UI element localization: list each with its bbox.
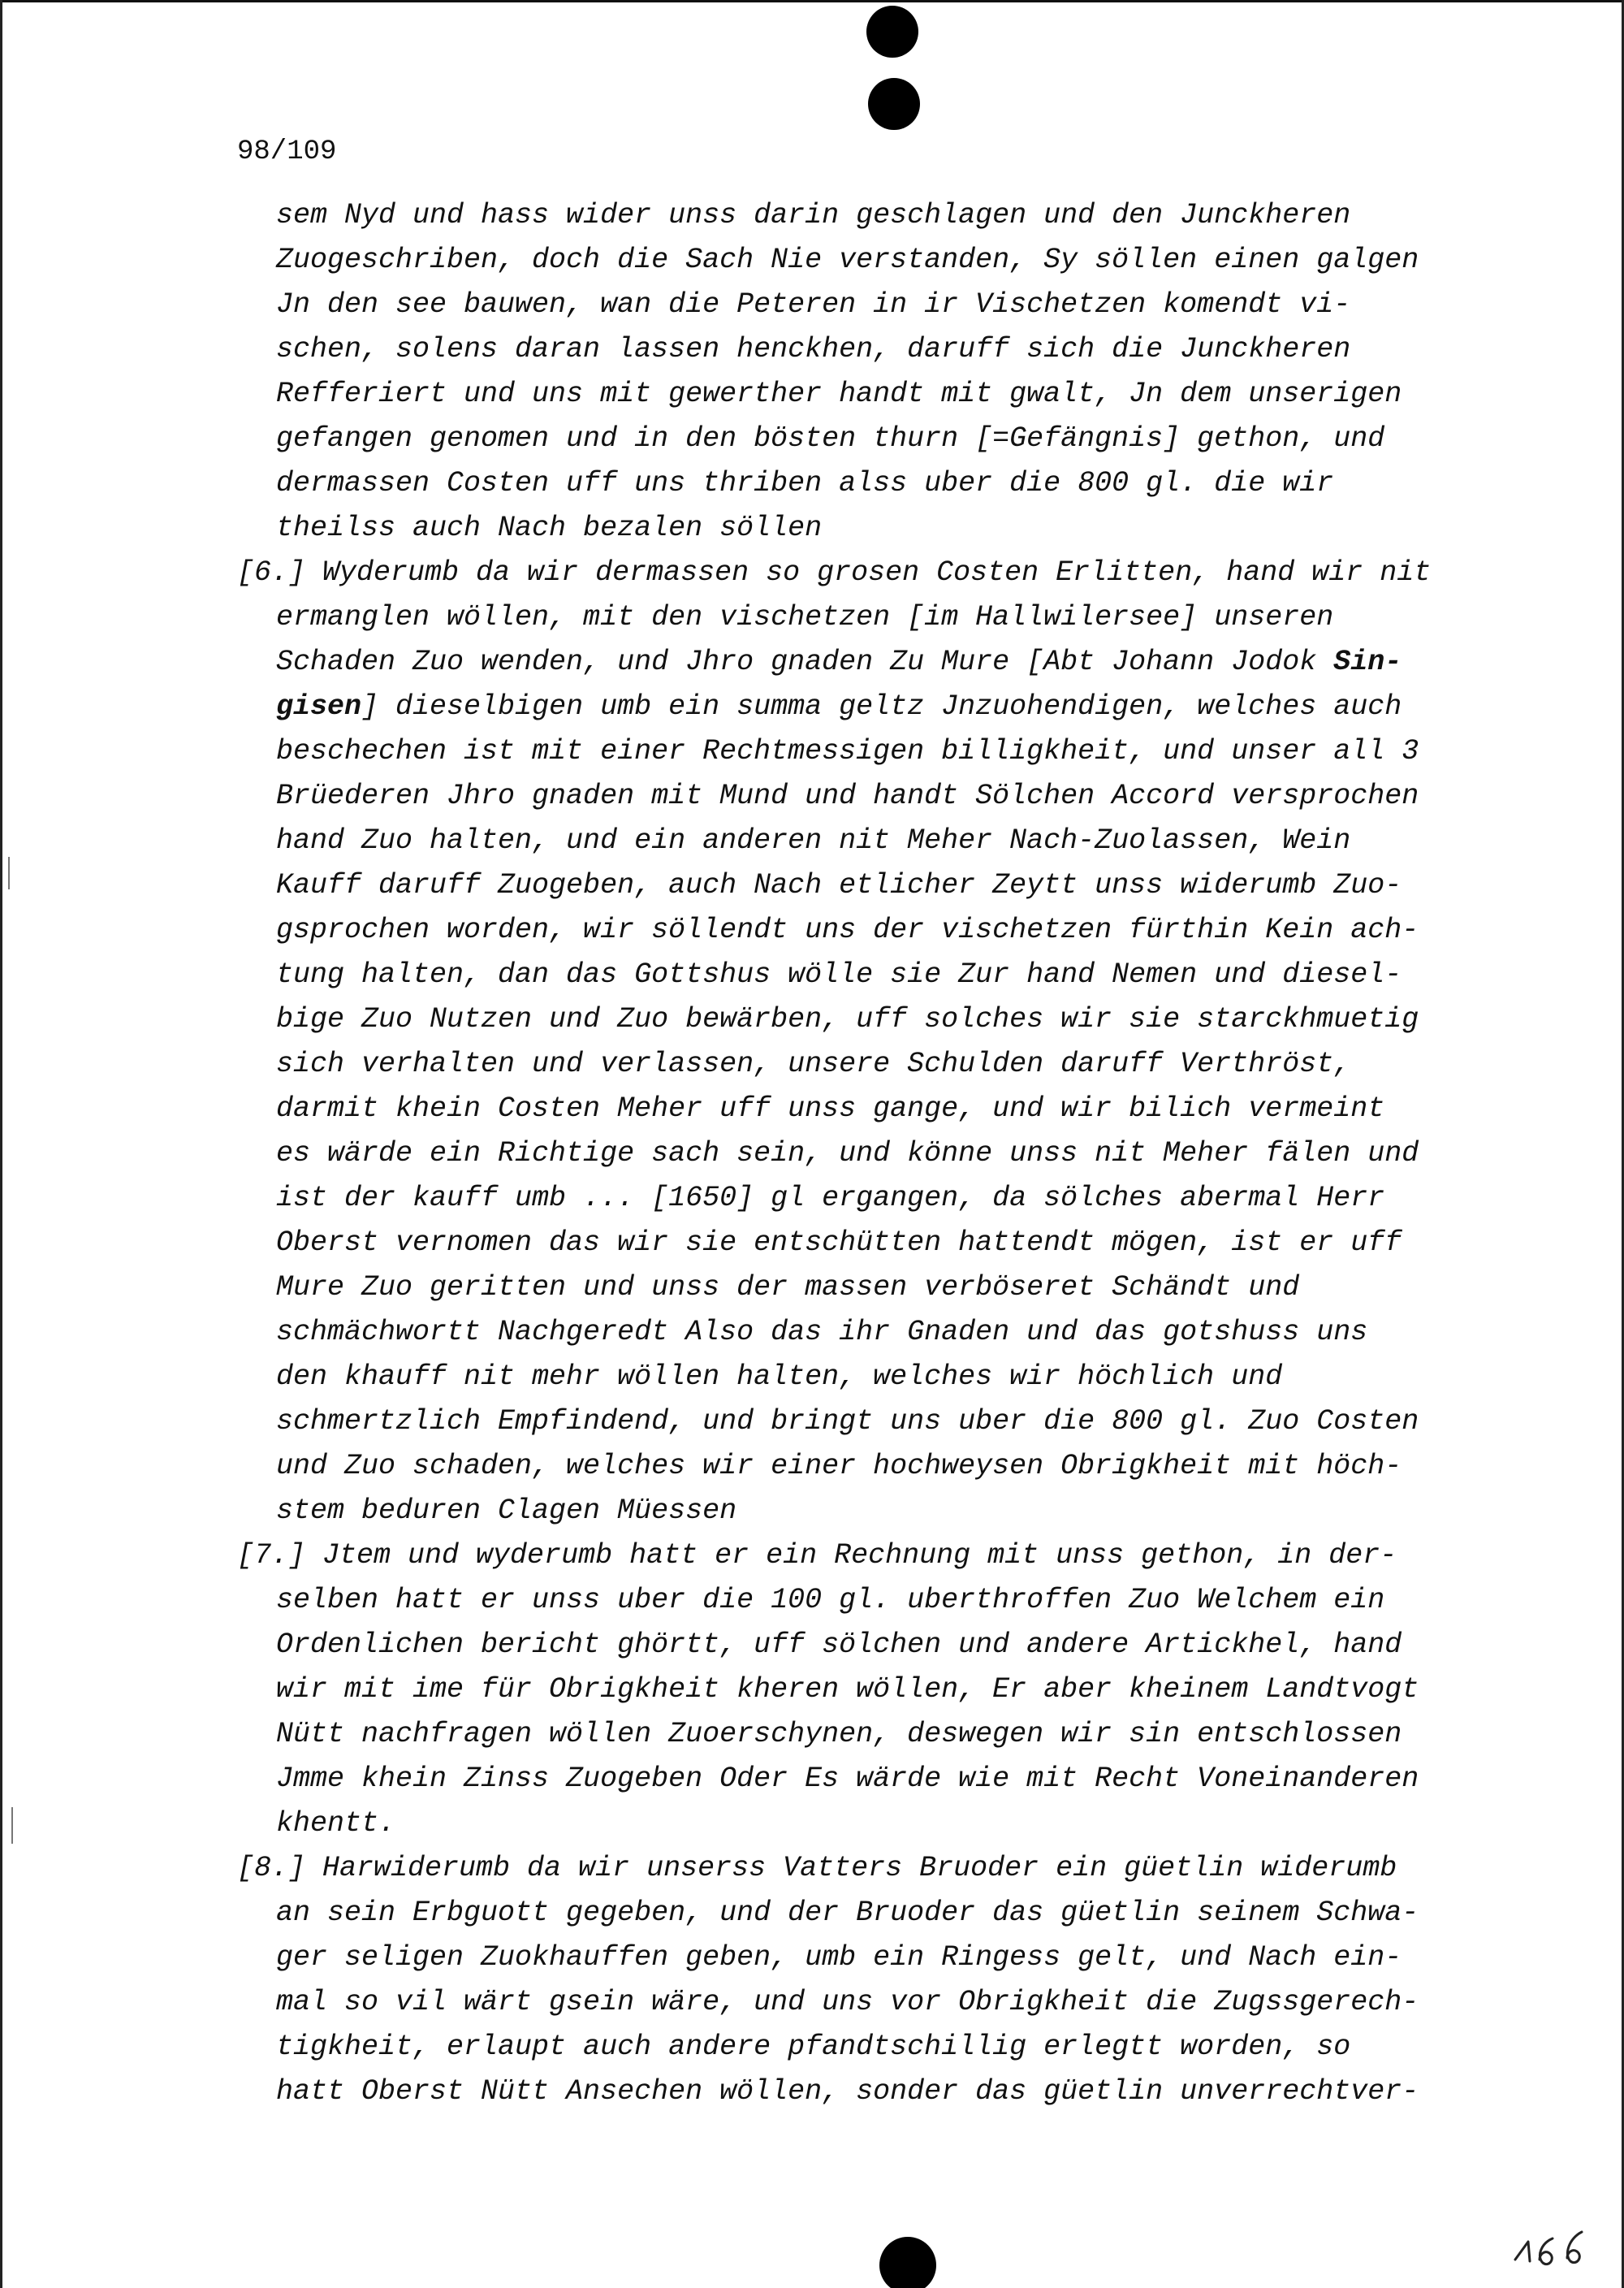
text-line: ermanglen wöllen, mit den vischetzen [im Hallwilersee] unseren xyxy=(276,601,1334,634)
scan-margin-mark xyxy=(8,857,10,889)
text-line: Zuogeschriben, doch die Sach Nie verstanden, Sy söllen einen galgen xyxy=(276,244,1419,276)
text-line: schmächwortt Nachgeredt Also das ihr Gnaden und das gotshuss uns xyxy=(276,1316,1368,1348)
text-line: Mure Zuo geritten und unss der massen verböseret Schändt und xyxy=(276,1271,1300,1304)
text-line: Refferiert und uns mit gewerther handt mit gwalt, Jn dem unserigen xyxy=(276,378,1402,410)
text-segment: ] dieselbigen umb ein summa geltz Jnzuohendigen, welches auch xyxy=(361,690,1402,723)
text-line: Nütt nachfragen wöllen Zuoerschynen, deswegen wir sin entschlossen xyxy=(276,1718,1402,1750)
text-line: Jn den see bauwen, wan die Peteren in ir Vischetzen komendt vi- xyxy=(276,288,1351,321)
text-line: theilss auch Nach bezalen söllen xyxy=(276,512,823,544)
text-line: tung halten, dan das Gottshus wölle sie Zur hand Nemen und diesel- xyxy=(276,958,1402,991)
text-line: Jmme khein Zinss Zuogeben Oder Es wärde wie mit Recht Voneinanderen xyxy=(276,1762,1419,1795)
text-line: schmertzlich Empfindend, und bringt uns uber die 800 gl. Zuo Costen xyxy=(276,1405,1419,1438)
text-segment: Schaden Zuo wenden, und Jhro gnaden Zu Mure [Abt Johann Jodok xyxy=(276,646,1334,678)
text-line: Kauff daruff Zuogeben, auch Nach etlicher Zeytt unss widerumb Zuo- xyxy=(276,869,1402,902)
text-line-with-bold xyxy=(237,640,1479,685)
bold-name-part: gisen xyxy=(276,690,362,723)
text-line: khentt. xyxy=(276,1807,396,1840)
bold-name-part: Sin- xyxy=(1333,646,1402,678)
text-line: gefangen genomen und in den bösten thurn [=Gefängnis] gethon, und xyxy=(276,422,1385,455)
document-body xyxy=(237,193,1479,2114)
text-line: bige Zuo Nutzen und Zuo bewärben, uff solches wir sie starckhmuetig xyxy=(276,1003,1419,1036)
text-line: hatt Oberst Nütt Ansechen wöllen, sonder das güetlin unverrechtver- xyxy=(276,2075,1419,2108)
text-line: dermassen Costen uff uns thriben alss uber die 800 gl. die wir xyxy=(276,467,1334,500)
paragraph-6-start: [6.] Wyderumb da wir dermassen so grosen Costen Erlitten, hand wir nit xyxy=(237,556,1432,589)
text-line: tigkheit, erlaupt auch andere pfandtschillig erlegtt worden, so xyxy=(276,2031,1351,2063)
text-line: gsprochen worden, wir söllendt uns der vischetzen fürthin Kein ach- xyxy=(276,914,1419,946)
text-line: Brüederen Jhro gnaden mit Mund und handt Sölchen Accord versprochen xyxy=(276,780,1419,812)
handwritten-folio-number xyxy=(1509,2224,1598,2273)
paragraph-8-start: [8.] Harwiderumb da wir unserss Vatters Bruoder ein güetlin widerumb xyxy=(237,1852,1397,1884)
text-line: den khauff nit mehr wöllen halten, welches wir höchlich und xyxy=(276,1360,1283,1393)
scan-border-top xyxy=(0,0,1624,2)
scan-margin-mark-lower xyxy=(11,1807,13,1844)
text-line: beschechen ist mit einer Rechtmessigen billigkheit, und unser all 3 xyxy=(276,735,1419,768)
text-line: sem Nyd und hass wider unss darin geschlagen und den Junckheren xyxy=(276,199,1351,231)
page-reference: 98/109 xyxy=(237,136,337,167)
text-line: hand Zuo halten, und ein anderen nit Meher Nach-Zuolassen, Wein xyxy=(276,824,1351,857)
text-line-with-bold xyxy=(237,685,1479,729)
text-line: selben hatt er unss uber die 100 gl. uberthroffen Zuo Welchem ein xyxy=(276,1584,1385,1616)
text-line: Ordenlichen bericht ghörtt, uff sölchen und andere Artickhel, hand xyxy=(276,1628,1402,1661)
paragraph-7-start: [7.] Jtem und wyderumb hatt er ein Rechnung mit unss gethon, in der- xyxy=(237,1539,1397,1572)
text-line: wir mit ime für Obrigkheit kheren wöllen, Er aber kheinem Landtvogt xyxy=(276,1673,1419,1706)
text-line: schen, solens daran lassen henckhen, daruff sich die Junckheren xyxy=(276,333,1351,365)
text-line: ger seligen Zuokhauffen geben, umb ein Ringess gelt, und Nach ein- xyxy=(276,1941,1402,1974)
text-line: darmit khein Costen Meher uff unss gange, und wir bilich vermeint xyxy=(276,1092,1385,1125)
text-line: sich verhalten und verlassen, unsere Schulden daruff Verthröst, xyxy=(276,1048,1351,1080)
scan-border-left xyxy=(0,0,2,2288)
punch-hole-second xyxy=(868,78,920,130)
punch-hole-bottom xyxy=(879,2237,936,2288)
text-line: und Zuo schaden, welches wir einer hochweysen Obrigkheit mit höch- xyxy=(276,1450,1402,1482)
text-line: an sein Erbguott gegeben, und der Bruoder das güetlin seinem Schwa- xyxy=(276,1897,1419,1929)
text-line: stem beduren Clagen Müessen xyxy=(276,1494,737,1527)
text-line: mal so vil wärt gsein wäre, und uns vor Obrigkheit die Zugssgerech- xyxy=(276,1986,1419,2018)
text-line: es wärde ein Richtige sach sein, und könne unss nit Meher fälen und xyxy=(276,1137,1419,1170)
text-line: ist der kauff umb ... [1650] gl ergangen, da sölches abermal Herr xyxy=(276,1182,1385,1214)
punch-hole-top xyxy=(866,6,918,58)
text-line: Oberst vernomen das wir sie entschütten hattendt mögen, ist er uff xyxy=(276,1226,1402,1259)
